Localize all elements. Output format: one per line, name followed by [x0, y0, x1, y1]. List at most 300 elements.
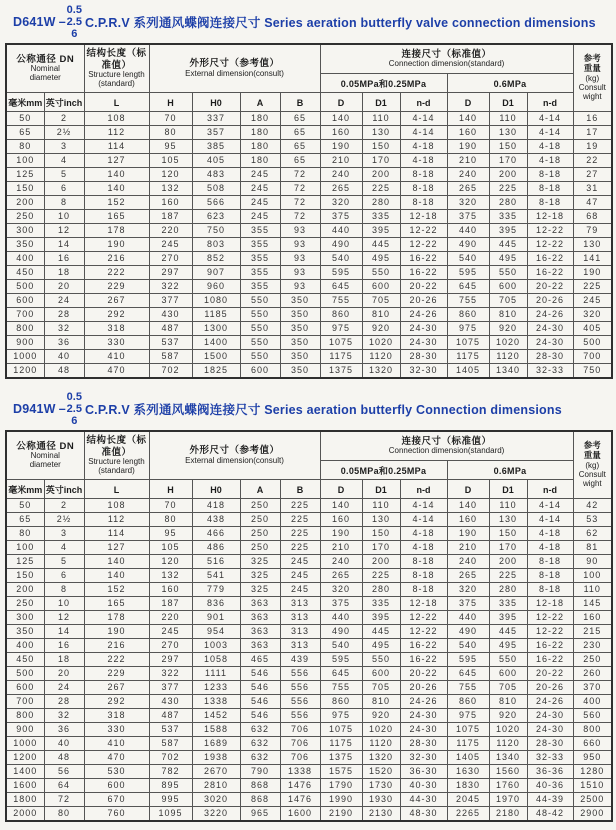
table-cell: 1476: [280, 792, 320, 806]
table-cell: 1760: [489, 778, 527, 792]
table-cell: 595: [320, 265, 362, 279]
table-cell: 950: [573, 750, 612, 764]
table-cell: 80: [149, 512, 192, 526]
table-cell: 600: [362, 666, 400, 680]
table-cell: 36: [44, 335, 84, 349]
table-cell: 260: [573, 666, 612, 680]
table-cell: 860: [447, 694, 489, 708]
table-cell: 229: [84, 666, 149, 680]
table-cell: 335: [489, 209, 527, 223]
table-cell: 48-30: [400, 806, 447, 821]
col-H: H: [149, 92, 192, 111]
table-cell: 702: [149, 750, 192, 764]
table-cell: 508: [192, 181, 240, 195]
table-cell: 187: [149, 596, 192, 610]
valve-model-1: D641W: [13, 15, 56, 30]
table-cell: 72: [280, 181, 320, 195]
table-cell: 1790: [320, 778, 362, 792]
table-cell: 1338: [280, 764, 320, 778]
table-cell: 105: [149, 153, 192, 167]
table-cell: 516: [192, 554, 240, 568]
table-cell: 1452: [192, 708, 240, 722]
table-cell: 32: [44, 321, 84, 335]
col-B: B: [280, 479, 320, 498]
table-cell: 1020: [489, 335, 527, 349]
table-cell: 810: [362, 307, 400, 321]
table-cell: 12: [44, 610, 84, 624]
table-cell: 16-22: [527, 251, 573, 265]
table-row: [6, 265, 612, 279]
table-cell: 350: [280, 307, 320, 321]
table1-header: [6, 44, 612, 111]
table-cell: 445: [489, 624, 527, 638]
table-cell: 810: [489, 694, 527, 708]
table-cell: 50: [6, 111, 44, 125]
table-cell: 8-18: [527, 195, 573, 209]
table-cell: 245: [240, 209, 280, 223]
table-cell: 357: [192, 125, 240, 139]
table-cell: 322: [149, 666, 192, 680]
table-cell: 375: [320, 596, 362, 610]
table-cell: 160: [320, 512, 362, 526]
table-cell: 660: [573, 736, 612, 750]
table-row: [6, 335, 612, 349]
table-cell: 20: [44, 279, 84, 293]
table-cell: 320: [320, 582, 362, 596]
table-cell: 65: [280, 125, 320, 139]
table-cell: 24: [44, 293, 84, 307]
table-cell: 110: [489, 111, 527, 125]
table-cell: 190: [320, 139, 362, 153]
table-cell: 47: [573, 195, 612, 209]
table-cell: 24-26: [527, 694, 573, 708]
table-cell: 36: [44, 722, 84, 736]
table-cell: 68: [573, 209, 612, 223]
table-cell: 130: [362, 125, 400, 139]
table-cell: 4-14: [527, 125, 573, 139]
col-nd-low: n-d: [400, 92, 447, 111]
table-cell: 130: [573, 237, 612, 251]
table-cell: 12-22: [400, 610, 447, 624]
table-cell: 270: [149, 638, 192, 652]
table-cell: 486: [192, 540, 240, 554]
table-row: [6, 153, 612, 167]
table-cell: 1175: [447, 349, 489, 363]
table-cell: 1003: [192, 638, 240, 652]
table-row: [6, 223, 612, 237]
table-cell: 1120: [362, 349, 400, 363]
table-cell: 4-18: [527, 540, 573, 554]
table-cell: 8-18: [527, 568, 573, 582]
table-cell: 556: [280, 694, 320, 708]
table-cell: 400: [6, 638, 44, 652]
connection-dimensions-table-d641w: [5, 43, 613, 379]
table-cell: 225: [489, 568, 527, 582]
table-cell: 975: [447, 321, 489, 335]
table-cell: 1075: [447, 335, 489, 349]
table-cell: 800: [6, 321, 44, 335]
table-cell: 12-22: [400, 223, 447, 237]
table-cell: 5: [44, 554, 84, 568]
table-cell: 230: [573, 638, 612, 652]
table-cell: 19: [573, 139, 612, 153]
table-cell: 430: [149, 307, 192, 321]
table-cell: 152: [84, 195, 149, 209]
table-cell: 200: [489, 167, 527, 181]
table-cell: 335: [362, 209, 400, 223]
table-cell: 705: [362, 293, 400, 307]
table-cell: 1175: [320, 736, 362, 750]
table-cell: 225: [280, 498, 320, 512]
table-cell: 250: [573, 652, 612, 666]
table-cell: 160: [149, 582, 192, 596]
table-cell: 550: [362, 265, 400, 279]
table1-body: [6, 111, 612, 378]
table-cell: 72: [44, 792, 84, 806]
table-row: [6, 125, 612, 139]
table-cell: 4: [44, 540, 84, 554]
table-cell: 337: [192, 111, 240, 125]
table-cell: 790: [240, 764, 280, 778]
col-H: H: [149, 479, 192, 498]
table-cell: 8-18: [527, 582, 573, 596]
table-cell: 95: [149, 526, 192, 540]
table-cell: 93: [280, 237, 320, 251]
table-cell: 16-22: [400, 265, 447, 279]
table-row: [6, 722, 612, 736]
table-row: [6, 251, 612, 265]
table-cell: 495: [362, 251, 400, 265]
table-cell: 355: [240, 237, 280, 251]
table-cell: 79: [573, 223, 612, 237]
table-cell: 210: [320, 153, 362, 167]
table-cell: 430: [149, 694, 192, 708]
table-cell: 466: [192, 526, 240, 540]
table-row: [6, 806, 612, 821]
table-cell: 24-26: [400, 307, 447, 321]
table-cell: 110: [362, 111, 400, 125]
table-cell: 320: [447, 195, 489, 209]
table-cell: 8-18: [400, 181, 447, 195]
table-cell: 210: [447, 153, 489, 167]
table-cell: 1185: [192, 307, 240, 321]
table-cell: 705: [362, 680, 400, 694]
table-cell: 4-14: [400, 512, 447, 526]
table-cell: 200: [362, 554, 400, 568]
col-A: A: [240, 479, 280, 498]
table-cell: 140: [447, 111, 489, 125]
table-cell: 140: [320, 111, 362, 125]
table-cell: 12-18: [400, 209, 447, 223]
pressure-rating-top: 0.5: [66, 4, 82, 16]
table-cell: 112: [84, 512, 149, 526]
table-cell: 495: [489, 638, 527, 652]
table-cell: 250: [240, 540, 280, 554]
table-cell: 4-14: [400, 498, 447, 512]
table-cell: 178: [84, 223, 149, 237]
col-header-connection-dimension: 连接尺寸（标准值） Connection dimension(standard): [320, 431, 573, 460]
table-cell: 632: [240, 750, 280, 764]
table-cell: 600: [489, 666, 527, 680]
table-cell: 120: [149, 554, 192, 568]
table-cell: 150: [362, 526, 400, 540]
table-cell: 645: [447, 666, 489, 680]
table-cell: 8-18: [527, 181, 573, 195]
table-cell: 1000: [6, 736, 44, 750]
table-cell: 127: [84, 540, 149, 554]
table-cell: 600: [84, 778, 149, 792]
table-cell: 140: [320, 498, 362, 512]
table-cell: 1175: [320, 349, 362, 363]
table-cell: 965: [240, 806, 280, 821]
table-cell: 810: [362, 694, 400, 708]
table-cell: 706: [280, 722, 320, 736]
table-cell: 868: [240, 792, 280, 806]
table-cell: 1120: [489, 736, 527, 750]
table-cell: 363: [240, 638, 280, 652]
table-cell: 16-22: [400, 251, 447, 265]
table-cell: 6: [44, 568, 84, 582]
table-cell: 20-26: [400, 680, 447, 694]
table-cell: 595: [320, 652, 362, 666]
table-cell: 550: [362, 652, 400, 666]
table-cell: 100: [6, 540, 44, 554]
table-cell: 145: [573, 596, 612, 610]
table-row: [6, 554, 612, 568]
table-cell: 229: [84, 279, 149, 293]
table-cell: 375: [320, 209, 362, 223]
col-D1-low: D1: [362, 92, 400, 111]
table-cell: 245: [573, 293, 612, 307]
table-cell: 297: [149, 265, 192, 279]
table-cell: 439: [280, 652, 320, 666]
table-cell: 28-30: [527, 349, 573, 363]
table-cell: 920: [489, 321, 527, 335]
table-cell: 16-22: [400, 638, 447, 652]
table-row: [6, 694, 612, 708]
table-cell: 595: [447, 265, 489, 279]
table-cell: 550: [240, 307, 280, 321]
col-D-high: D: [447, 92, 489, 111]
pressure-rating-top: 0.5: [66, 390, 82, 403]
table-cell: 2180: [489, 806, 527, 821]
table-cell: 1405: [447, 750, 489, 764]
table-cell: 120: [149, 167, 192, 181]
table-cell: 1476: [280, 778, 320, 792]
table-cell: 540: [447, 638, 489, 652]
col-header-nominal-diameter: 公称通径 DN Nominal diameter: [6, 44, 84, 92]
connection-dimensions-table-d941w: [5, 430, 613, 822]
table-cell: 2: [44, 498, 84, 512]
table-cell: 4-14: [527, 498, 573, 512]
table-cell: 2130: [362, 806, 400, 821]
table-cell: 65: [6, 125, 44, 139]
table-cell: 325: [240, 582, 280, 596]
table-cell: 450: [6, 265, 44, 279]
table-cell: 1338: [192, 694, 240, 708]
table-cell: 93: [280, 223, 320, 237]
table-cell: 16: [44, 638, 84, 652]
table-cell: 3: [44, 139, 84, 153]
table-cell: 297: [149, 652, 192, 666]
table-cell: 4-14: [400, 125, 447, 139]
table-cell: 1600: [280, 806, 320, 821]
table-cell: 1575: [320, 764, 362, 778]
table-cell: 1825: [192, 363, 240, 378]
table2-title: [13, 391, 611, 427]
table-cell: 152: [84, 582, 149, 596]
table-cell: 160: [447, 125, 489, 139]
table-cell: 140: [84, 568, 149, 582]
table-cell: 280: [362, 582, 400, 596]
col-D1-low: D1: [362, 479, 400, 498]
table-cell: 1588: [192, 722, 240, 736]
table-cell: 3: [44, 526, 84, 540]
table-cell: 8-18: [400, 568, 447, 582]
table-row: [6, 512, 612, 526]
table-row: [6, 624, 612, 638]
table-cell: 1320: [362, 363, 400, 378]
table-cell: 210: [320, 540, 362, 554]
table-cell: 140: [84, 554, 149, 568]
table-cell: 222: [84, 652, 149, 666]
table-cell: 240: [320, 554, 362, 568]
table-cell: 48: [44, 750, 84, 764]
table-cell: 80: [44, 806, 84, 821]
table-cell: 2670: [192, 764, 240, 778]
table-cell: 363: [240, 610, 280, 624]
table-cell: 240: [447, 167, 489, 181]
table-cell: 32-33: [527, 363, 573, 378]
table-cell: 556: [280, 708, 320, 722]
table-cell: 400: [6, 251, 44, 265]
table-cell: 540: [320, 638, 362, 652]
table-cell: 125: [6, 554, 44, 568]
table-cell: 2045: [447, 792, 489, 806]
table-cell: 12: [44, 223, 84, 237]
table-row: [6, 139, 612, 153]
table-cell: 141: [573, 251, 612, 265]
table-cell: 1095: [149, 806, 192, 821]
table-cell: 325: [240, 554, 280, 568]
table-cell: 750: [192, 223, 240, 237]
table-cell: 700: [6, 694, 44, 708]
table-cell: 1689: [192, 736, 240, 750]
table-cell: 1560: [489, 764, 527, 778]
table-cell: 40-36: [527, 778, 573, 792]
table-cell: 200: [6, 582, 44, 596]
table-cell: 1175: [447, 736, 489, 750]
table-cell: 222: [84, 265, 149, 279]
title-text: C.P.R.V 系列通风蝶阀连接尺寸 Series aeration butterfly Connection dimensions: [84, 402, 562, 417]
table-cell: 470: [84, 750, 149, 764]
valve-model-2: D941W: [13, 401, 56, 416]
table-cell: 313: [280, 624, 320, 638]
table-cell: 645: [320, 279, 362, 293]
table-cell: 377: [149, 680, 192, 694]
table-cell: 4-18: [400, 139, 447, 153]
col-header-connection-dimension: 连接尺寸（标准值） Connection dimension(standard): [320, 44, 573, 73]
table-cell: 920: [362, 321, 400, 335]
table-cell: 95: [149, 139, 192, 153]
table-cell: 2900: [573, 806, 612, 821]
table-cell: 93: [280, 251, 320, 265]
table-cell: 140: [84, 167, 149, 181]
table-cell: 1300: [192, 321, 240, 335]
table-cell: 438: [192, 512, 240, 526]
col-inch: 英寸inch: [44, 479, 84, 498]
table-cell: 587: [149, 736, 192, 750]
table-cell: 245: [149, 624, 192, 638]
table-cell: 760: [84, 806, 149, 821]
table-cell: 1075: [447, 722, 489, 736]
title-dash: –: [58, 401, 66, 416]
table-cell: 702: [149, 363, 192, 378]
table-cell: 1340: [489, 363, 527, 378]
table-cell: 1830: [447, 778, 489, 792]
table-cell: 3020: [192, 792, 240, 806]
table-cell: 280: [489, 582, 527, 596]
table-cell: 180: [240, 153, 280, 167]
table-cell: 490: [320, 237, 362, 251]
table-cell: 320: [320, 195, 362, 209]
table-row: [6, 279, 612, 293]
col-A: A: [240, 92, 280, 111]
table-cell: 995: [149, 792, 192, 806]
table-cell: 245: [240, 167, 280, 181]
table-cell: 566: [192, 195, 240, 209]
table-cell: 20-26: [400, 293, 447, 307]
table-cell: 1520: [362, 764, 400, 778]
table-cell: 225: [362, 181, 400, 195]
table-cell: 375: [447, 209, 489, 223]
pressure-ratings-stack: [67, 391, 82, 427]
table-cell: 2000: [6, 806, 44, 821]
table-cell: 4-18: [527, 526, 573, 540]
table-cell: 12-22: [527, 237, 573, 251]
table-cell: 901: [192, 610, 240, 624]
table-cell: 755: [447, 293, 489, 307]
table-cell: 1280: [573, 764, 612, 778]
table-cell: 2265: [447, 806, 489, 821]
table-cell: 1340: [489, 750, 527, 764]
table-cell: 28-30: [527, 736, 573, 750]
table-cell: 960: [192, 279, 240, 293]
col-header-consult-weight: 参考 重量 (kg) Consult wight: [573, 44, 612, 111]
table-cell: 313: [280, 610, 320, 624]
table-cell: 350: [280, 335, 320, 349]
table-cell: 17: [573, 125, 612, 139]
table-row: [6, 666, 612, 680]
table-cell: 355: [240, 251, 280, 265]
table-cell: 100: [573, 568, 612, 582]
table-cell: 8: [44, 195, 84, 209]
table-cell: 150: [6, 568, 44, 582]
table-cell: 1800: [6, 792, 44, 806]
table-cell: 4-14: [527, 512, 573, 526]
table-cell: 80: [6, 139, 44, 153]
table-cell: 750: [573, 363, 612, 378]
table-cell: 445: [489, 237, 527, 251]
table-cell: 330: [84, 722, 149, 736]
table-cell: 160: [573, 610, 612, 624]
table-cell: 852: [192, 251, 240, 265]
table-cell: 541: [192, 568, 240, 582]
table-cell: 706: [280, 750, 320, 764]
table-cell: 240: [320, 167, 362, 181]
table-cell: 1930: [362, 792, 400, 806]
pressure-ratings-stack: [67, 4, 82, 40]
